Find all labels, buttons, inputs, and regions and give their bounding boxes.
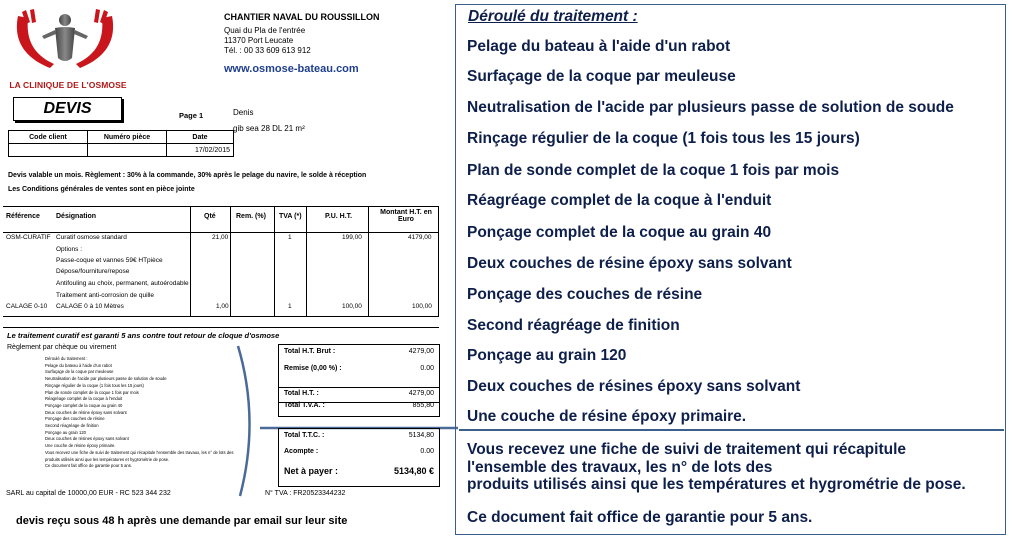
mini-line: Ponçage au grain 120 [45, 429, 86, 435]
deposit-value: 0.00 [420, 448, 434, 455]
company-address-1: Quai du Pla de l'entrée [224, 26, 306, 35]
step-3: Neutralisation de l'acide par plusieurs passe de solution de soude [467, 99, 954, 116]
mini-line: Ponçage des couches de résine [45, 416, 105, 422]
mini-line: Deux couches de résines époxy sans solvant [45, 436, 129, 442]
row1-amount: 4179,00 [408, 234, 432, 241]
devis-title: DEVIS [13, 97, 122, 121]
guarantee-note: Le traitement curatif est garanti 5 ans contre tout retour de cloque d'osmose [7, 331, 280, 340]
row2-vat: 1 [288, 303, 292, 310]
quote-meta-table [8, 130, 234, 157]
company-name: CHANTIER NAVAL DU ROUSSILLON [224, 12, 380, 22]
mini-line: Réagréage complet de la coque à l'enduit [45, 396, 123, 402]
company-vat-number: N° TVA : FR20523344232 [265, 490, 346, 497]
options-label: Options : [56, 246, 83, 253]
step-13: Une couche de résine époxy primaire. [467, 408, 747, 425]
discount-label: Remise (0,00 %) : [284, 365, 342, 372]
clinique-osmose-logo [10, 6, 120, 86]
mini-line: Plan de sonde complet de la coque 1 fois par mois [45, 389, 139, 395]
col-designation: Désignation [56, 213, 97, 220]
panel-title: Déroulé du traitement : [468, 8, 638, 25]
follow-up-line-3: produits utilisés ainsi que les températures et hygrométrie de pose. [467, 476, 966, 493]
total-brut-value: 4279,00 [408, 348, 434, 355]
mini-line: Rinçage régulier de la coque (1 fois tous les 15 jours) [45, 382, 144, 388]
company-website-link[interactable]: www.osmose-bateau.com [224, 63, 359, 75]
meta-value-piece-number [88, 144, 167, 157]
mini-line: Ce document fait office de garantie pour 5 ans. [45, 463, 132, 469]
mini-line: Déroulé du traitement : [45, 356, 88, 361]
row2-designation: CALAGE 0 à 10 Mètres [56, 303, 124, 310]
mini-line: Vous recevez une fiche de suivi de traitement qui récapitule l'ensemble des travaux, les n° de lots des [45, 449, 234, 455]
col-unit-price: P.U. H.T. [325, 213, 353, 220]
row1-quantity: 21,00 [212, 234, 229, 241]
meta-value-client-code [9, 144, 88, 157]
step-2: Surfaçage de la coque par meuleuse [467, 68, 736, 85]
col-discount: Rem. (%) [236, 213, 266, 220]
step-1: Pelage du bateau à l'aide d'un rabot [467, 38, 731, 55]
step-5: Plan de sonde complet de la coque 1 fois par mois [467, 162, 840, 179]
follow-up-line-2: l'ensemble des travaux, les n° de lots des [467, 458, 773, 476]
step-12: Deux couches de résines époxy sans solvant [467, 378, 801, 395]
total-ht-value: 4279,00 [408, 390, 434, 397]
mini-treatment-list [45, 356, 255, 470]
net-to-pay-value: 5134,80 € [393, 466, 434, 476]
option-passe-coque: Passe-coque et vannes 59€ HTpièce [56, 257, 163, 264]
col-reference: Référence [6, 213, 40, 220]
option-depose: Dépose/fourniture/repose [56, 268, 130, 275]
items-table-header [3, 206, 439, 233]
total-tva-value: 855,80 [412, 402, 434, 409]
bottom-caption: devis reçu sous 48 h après une demande par email sur leur site [16, 515, 348, 527]
option-antifouling: Antifouling au choix, permanent, autoérodable [56, 280, 189, 287]
total-ttc-value: 5134,80 [408, 432, 434, 439]
total-ht-label: Total H.T. : [284, 390, 319, 397]
step-6: Réagréage complet de la coque à l'enduit [467, 192, 772, 209]
meta-header-date: Date [167, 131, 234, 144]
step-4: Rinçage régulier de la coque (1 fois tous les 15 jours) [467, 130, 860, 147]
company-address-2: 11370 Port Leucate [224, 36, 294, 45]
mini-line: Neutralisation de l'acide par plusieurs passe de solution de soude [45, 376, 167, 382]
option-anti-corrosion: Traitement anti-corrosion de quille [56, 292, 155, 299]
meta-header-client-code: Code client [9, 131, 88, 144]
row2-reference: CALAGE 0-10 [6, 303, 48, 310]
step-9: Ponçage des couches de résine [467, 286, 703, 303]
sales-conditions: Les Conditions générales de ventes sont en pièce jointe [8, 186, 195, 193]
col-amount: Montant H.T. en Euro [380, 209, 432, 223]
row1-vat: 1 [288, 234, 292, 241]
step-11: Ponçage au grain 120 [467, 347, 627, 364]
meta-header-piece-number: Numéro pièce [88, 131, 167, 144]
step-10: Second réagréage de finition [467, 317, 680, 334]
row2-amount: 100,00 [412, 303, 432, 310]
logo-text: LA CLINIQUE DE L'OSMOSE [9, 80, 127, 90]
meta-value-date: 17/02/2015 [167, 144, 234, 157]
step-8: Deux couches de résine époxy sans solvant [467, 255, 792, 272]
mini-line: Deux couches de résine époxy sans solvant [45, 409, 127, 415]
mini-line: Une couche de résine époxy primaire. [45, 443, 116, 449]
page-number: Page 1 [179, 111, 204, 120]
row1-unit-price: 199,00 [342, 234, 362, 241]
validity-terms: Devis valable un mois. Règlement : 30% à la commande, 30% après le pelage du navire, le solde à réception [8, 172, 367, 179]
discount-value: 0.00 [420, 365, 434, 372]
mini-line: Ponçage complet de la coque au grain 40 [45, 402, 123, 408]
guarantee-document-note: Ce document fait office de garantie pour 5 ans. [467, 509, 813, 526]
mini-line: produits utilisés ainsi que les températures et hygrométrie de pose. [45, 456, 170, 462]
company-phone: Tél. : 00 33 609 613 912 [224, 46, 311, 55]
total-ttc-label: Total T.T.C. : [284, 432, 325, 439]
total-tva-label: Total T.V.A. : [284, 402, 325, 409]
total-brut-label: Total H.T. Brut : [284, 348, 336, 355]
row2-unit-price: 100,00 [342, 303, 362, 310]
row1-reference: OSM-CURATIF [6, 234, 51, 241]
row2-quantity: 1,00 [216, 303, 229, 310]
col-vat: TVA (*) [279, 213, 302, 220]
mini-line: Surfaçage de la coque par meuleuse [45, 369, 114, 375]
client-name: Denis [233, 108, 254, 117]
deposit-label: Acompte : [284, 448, 319, 455]
company-legal: SARL au capital de 10000,00 EUR - RC 523 344 232 [6, 490, 171, 497]
payment-method: Règlement par chèque ou virement [7, 344, 117, 351]
mini-line: Second réagréage de finition [45, 423, 99, 429]
mini-line: Pelage du bateau à l'aide d'un rabot [45, 362, 112, 368]
panel-divider [459, 429, 1004, 431]
col-quantity: Qté [204, 213, 216, 220]
row1-designation: Curatif osmose standard [56, 234, 127, 241]
follow-up-sheet-note [467, 441, 966, 494]
step-7: Ponçage complet de la coque au grain 40 [467, 224, 772, 241]
boat-info: gib sea 28 DL 21 m² [233, 124, 305, 133]
net-to-pay-label: Net à payer : [284, 466, 339, 476]
follow-up-line-1: Vous recevez une fiche de suivi de traitement qui récapitule [467, 441, 907, 458]
